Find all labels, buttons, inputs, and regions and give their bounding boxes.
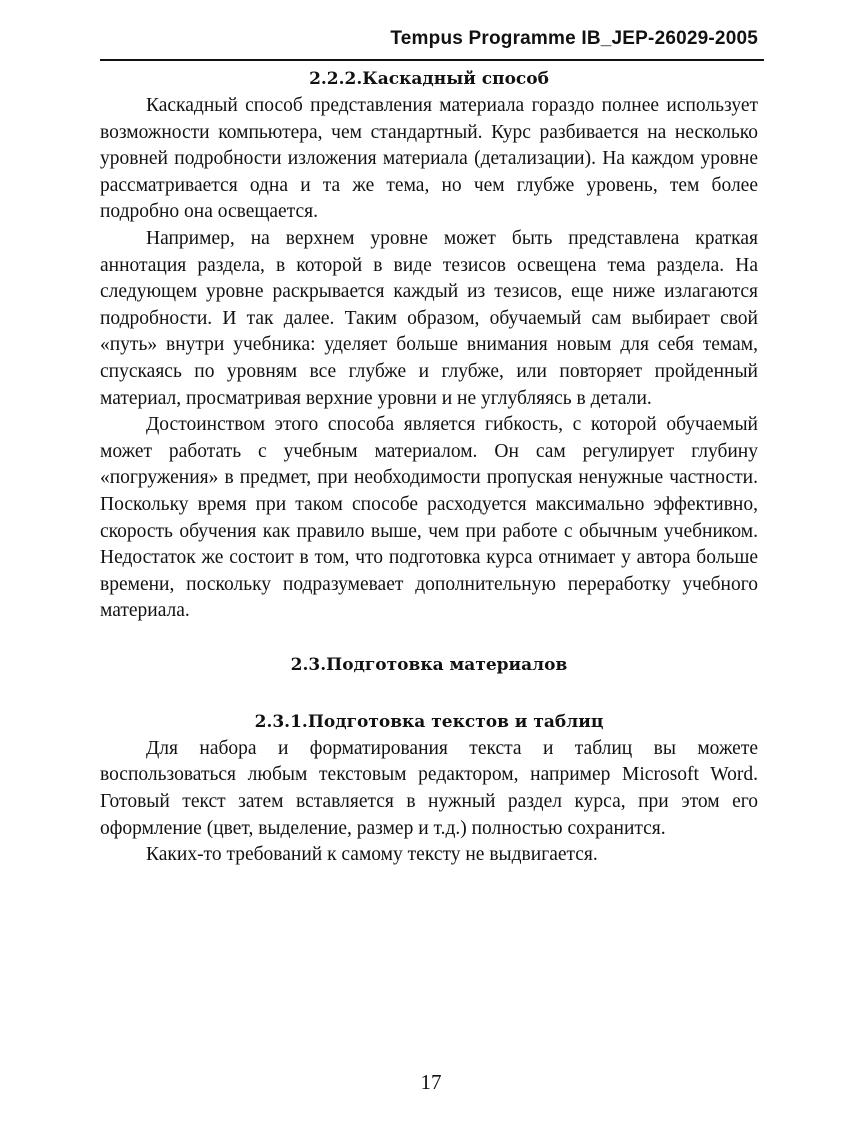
heading-materials-preparation: 2.3.Подготовка материалов (290, 654, 568, 675)
paragraph: Каскадный способ представления материала гораздо полнее использует возможности компьютера, чем стандартный. Курс разбивается на несколько уровней подробности изложения материала (детализации). На каждом уровне рассматривается одна и та же тема, но чем глубже уровень, тем более подробно она освещается. (100, 95, 758, 223)
page-content (100, 66, 758, 869)
paragraph: Для набора и форматирования текста и таблиц вы можете воспользоваться любым текстовым редактором, например Microsoft Word. Готовый текст затем вставляется в нужный раздел курса, при этом его оформление (цвет, выделение, размер и т.д.) полностью сохранится. (100, 737, 758, 839)
paragraph: Каких-то требований к самому тексту не выдвигается. (146, 844, 598, 866)
heading-cascade-method: 2.2.2.Каскадный способ (309, 69, 549, 89)
header-rule (100, 59, 764, 61)
heading-texts-tables: 2.3.1.Подготовка текстов и таблиц (254, 711, 604, 732)
paragraph: Например, на верхнем уровне может быть представлена краткая аннотация раздела, в которой в виде тезисов освещена тема раздела. На следующем уровне раскрывается каждый из тезисов, еще ниже излагаются подробности. И так далее. Таким образом, обучаемый сам выбирает свой «путь» внутри учебника: уделяет больше внимания новым для себя темам, спускаясь по уровням все глубже и глубже, или повторяет пройденный материал, просматривая верхние уровни и не углубляясь в детали. (100, 227, 758, 409)
running-header: Tempus Programme IB_JEP-26029-2005 (390, 28, 758, 49)
paragraph: Достоинством этого способа является гибкость, с которой обучаемый может работать с учебным материалом. Он сам регулирует глубину «погружения» в предмет, при необходимости пропуская ненужные частности. Поскольку время при таком способе расходуется максимально эффективно, скорость обучения как правило выше, чем при работе с обычным учебником. Недостаток же состоит в том, что подготовка курса отнимает у автора больше времени, поскольку подразумевает дополнительную переработку учебного материала. (100, 414, 758, 622)
page-number: 17 (420, 1070, 442, 1094)
